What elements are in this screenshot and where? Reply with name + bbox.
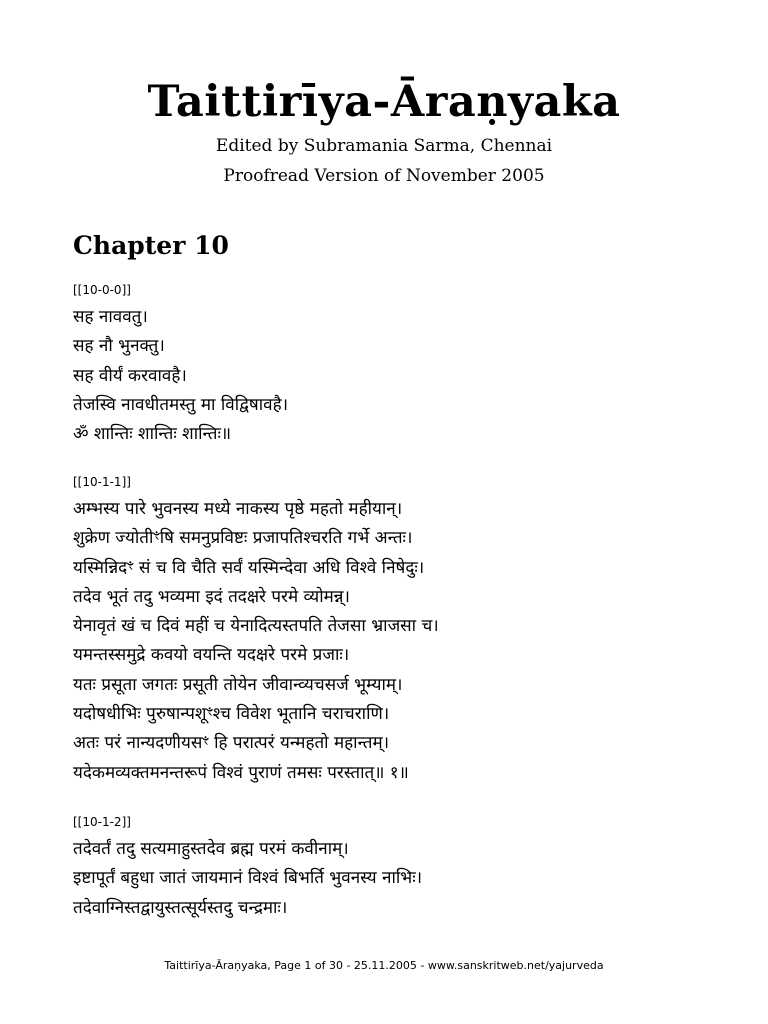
- verse-line: ॐ शान्तिः शान्तिः शान्तिः॥: [73, 424, 232, 445]
- verse-line: तदेव भूतं तदु भव्यमा इदं तदक्षरे परमे व्योमन्न्।: [73, 586, 350, 607]
- editor-credit: Edited by Subramania Sarma, Chennai: [215, 136, 553, 156]
- verse-line: अतः परं नान्यदणीयसꣳ हि परात्परं यन्महतो महान्तम्।: [73, 733, 390, 754]
- verse-id: [[10-1-2]]: [73, 815, 131, 829]
- verse-line: तदेवर्तं तदु सत्यमाहुस्तदेव ब्रह्म परमं कवीनाम्।: [73, 839, 349, 859]
- page-footer: Taittirīya-Āraṇyaka, Page 1 of 30 - 25.11.2005 - www.sanskritweb.net/yajurveda: [164, 959, 604, 972]
- chapter-heading: Chapter 10: [73, 231, 229, 260]
- version-note: Proofread Version of November 2005: [223, 166, 545, 186]
- verse-section: [73, 814, 713, 923]
- verse-line: सह वीर्यं करवावहै।: [73, 365, 187, 386]
- verse-id: [[10-1-1]]: [73, 475, 131, 489]
- verse-line: यमन्तस्समुद्रे कवयो वयन्ति यदक्षरे परमे प्रजाः।: [73, 645, 350, 666]
- verse-line: सह नौ भुनक्तु।: [73, 336, 165, 357]
- verse-line: शुक्रेण ज्योतीꣳषि समनुप्रविष्टः प्रजापतिश्चरति गर्भे अन्तः।: [73, 528, 413, 549]
- verse-line: यतः प्रसूता जगतः प्रसूती तोयेन जीवान्व्यचसर्ज भूम्याम्।: [73, 674, 403, 695]
- verse-section: [73, 282, 713, 449]
- verse-line: इष्टापूर्तं बहुधा जातं जायमानं विश्वं बिभर्ति भुवनस्य नाभिः।: [73, 868, 423, 889]
- document-title: Taittirīya-Āraṇyaka: [147, 77, 621, 127]
- verse-section: [73, 474, 713, 788]
- verse-line: यदोषधीभिः पुरुषान्पशूꣳश्च विवेश भूतानि चराचराणि।: [73, 704, 390, 725]
- verse-line: अम्भस्य पारे भुवनस्य मध्ये नाकस्य पृष्ठे महतो महीयान्।: [73, 499, 403, 519]
- verse-line: येनावृतं खं च दिवं महीं च येनादित्यस्तपति तेजसा भ्राजसा च।: [73, 616, 439, 637]
- verse-line: यदेकमव्यक्तमनन्तरूपं विश्वं पुराणं तमसः परस्तात्॥ १॥: [73, 762, 409, 783]
- verse-line: तेजस्वि नावधीतमस्तु मा विद्विषावहै।: [73, 394, 289, 415]
- verse-line: तदेवाग्निस्तद्वायुस्तत्सूर्यस्तदु चन्द्रमाः।: [73, 897, 288, 918]
- verse-line: सह नाववतु।: [73, 307, 148, 327]
- verse-id: [[10-0-0]]: [73, 283, 131, 297]
- verse-line: यस्मिन्निदꣳ सं च वि चैति सर्वं यस्मिन्देवा अधि विश्वे निषेदुः।: [73, 557, 425, 578]
